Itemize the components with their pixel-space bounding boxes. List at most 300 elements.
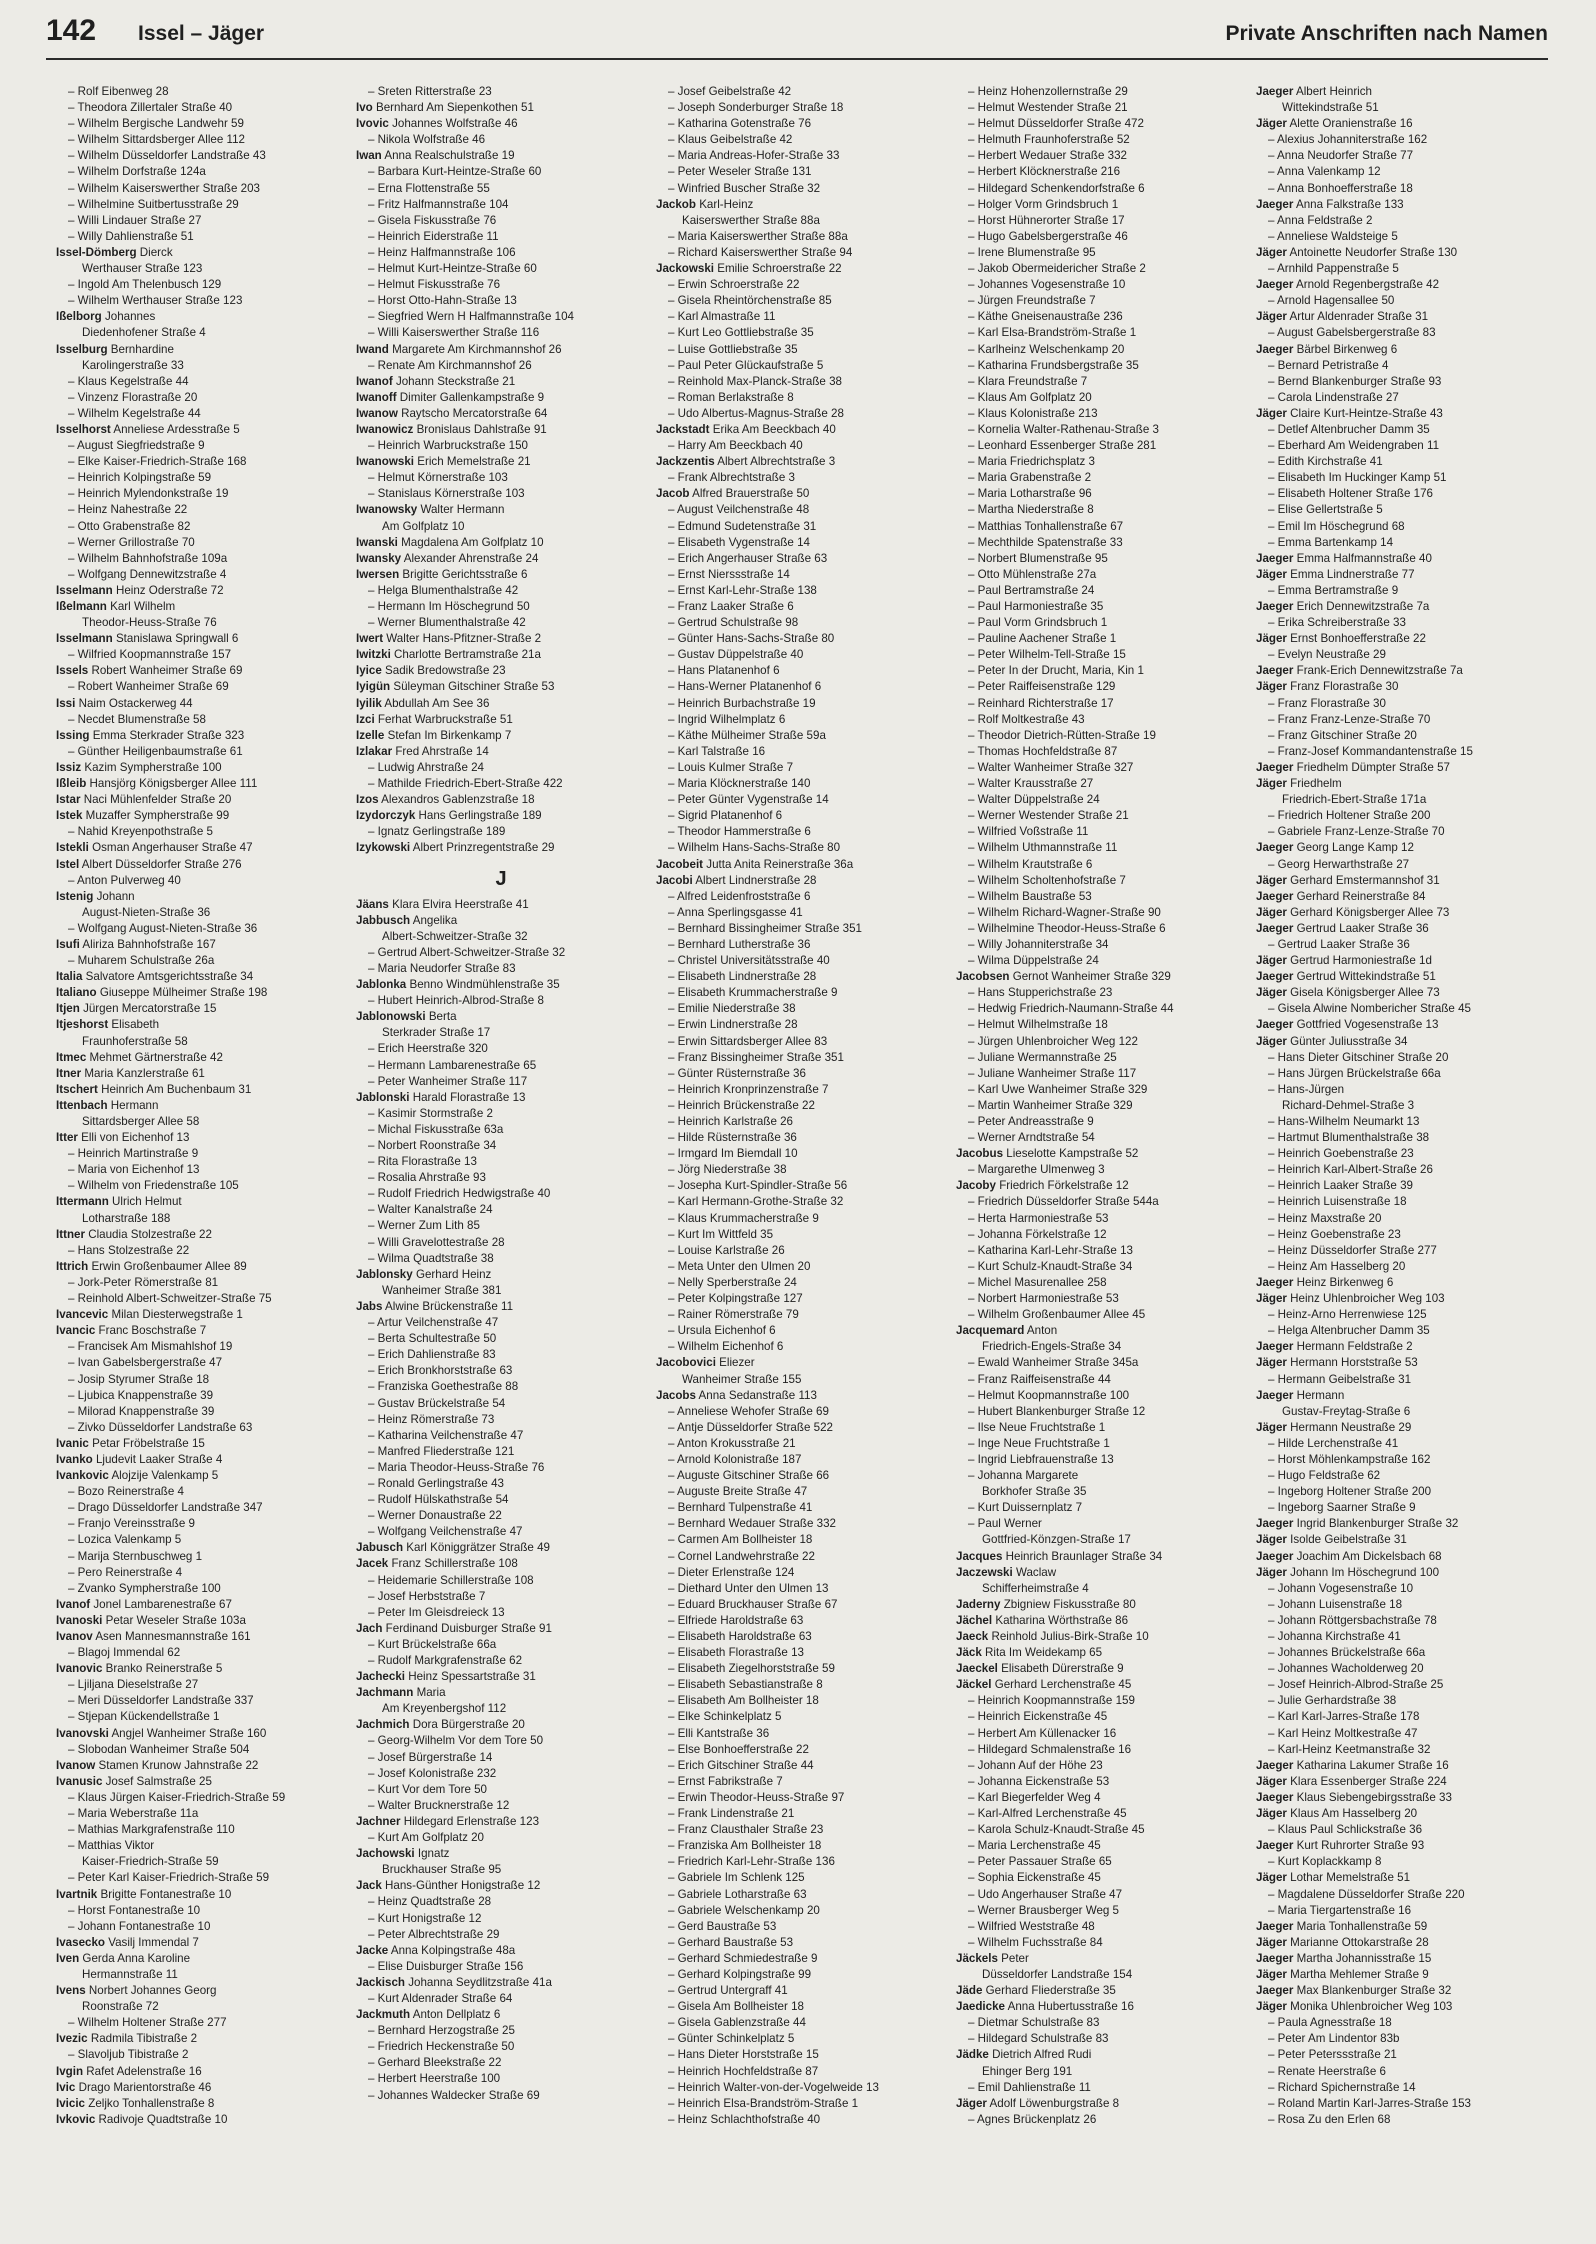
entry-surname: Istar (56, 793, 81, 807)
directory-entry (356, 1814, 646, 1830)
directory-subentry: – Elisabeth Im Huckinger Kamp 51 (1268, 471, 1447, 485)
entry-surname: Jaeck (956, 1630, 989, 1643)
entry-surname: Jacoby (956, 1179, 996, 1193)
directory-subentry: – Josef Herbststraße 7 (368, 1589, 486, 1603)
directory-entry (1256, 1355, 1546, 1371)
directory-subentry: – Heinrich Kolpingstraße 59 (68, 471, 212, 485)
directory-subentry: – Agnes Brückenplatz 26 (968, 2112, 1097, 2126)
directory-subentry: – Gisela Fiskusstraße 76 (368, 213, 497, 227)
directory-subentry: – Hubert Blankenburger Straße 12 (968, 1404, 1146, 1418)
entry-details: Brigitte Gerichtsstraße 6 (399, 567, 528, 581)
directory-subentry: – Erich Gitschiner Straße 44 (668, 1758, 814, 1772)
entry-continuation: Roonstraße 72 (82, 2000, 159, 2014)
entry-details: Angjel Wanheimer Straße 160 (108, 1726, 267, 1740)
directory-entry (356, 390, 646, 406)
directory-entry (56, 1726, 346, 1742)
directory-subentry: – Karl-Heinz Keetmanstraße 32 (1268, 1742, 1431, 1756)
directory-subentry: – Willy Dahlienstraße 51 (68, 229, 194, 243)
entry-continuation: Diedenhofener Straße 4 (82, 326, 206, 340)
entry-details: Anton Dellplatz 6 (410, 2008, 501, 2022)
directory-subentry: – Meta Unter den Ulmen 20 (668, 1259, 811, 1273)
directory-entry (56, 2080, 346, 2096)
directory-subentry: – Karlheinz Welschenkamp 20 (968, 342, 1125, 356)
directory-subentry: – August Veilchenstraße 48 (668, 503, 810, 517)
directory-subentry: – Karl Almastraße 11 (668, 310, 776, 324)
entry-surname: Isselmann (56, 583, 113, 597)
running-head-range: Issel – Jäger (138, 22, 265, 45)
directory-subentry: – Zvanko Sympherstraße 100 (68, 1581, 221, 1595)
directory-entry (356, 913, 646, 929)
directory-entry (56, 2064, 346, 2080)
directory-subentry: – Helga Altenbrucher Damm 35 (1268, 1324, 1430, 1338)
directory-subentry: – Peter Karl Kaiser-Friedrich-Straße 59 (68, 1871, 270, 1885)
directory-subentry: – Hugo Gabelsbergerstraße 46 (968, 229, 1128, 243)
entry-surname: Izlakar (356, 744, 393, 758)
directory-subentry: – Heinz Römerstraße 73 (368, 1412, 495, 1426)
directory-subentry: – Ingold Am Thelenbusch 129 (68, 278, 222, 292)
entry-surname: Istenig (56, 889, 94, 903)
directory-subentry: – Hans-Jürgen (1268, 1082, 1345, 1096)
directory-subentry: – Heinz Nahestraße 22 (68, 503, 188, 517)
directory-subentry: – Evelyn Neustraße 29 (1268, 648, 1386, 662)
directory-subentry: – Wilfried Weststraße 48 (968, 1919, 1095, 1933)
directory-subentry: – Muharem Schulstraße 26a (68, 954, 215, 968)
entry-details: Branko Reinerstraße 5 (102, 1662, 223, 1676)
directory-subentry: – Franz Florastraße 30 (1268, 696, 1386, 710)
directory-subentry: – Klaus Am Golfplatz 20 (968, 390, 1092, 404)
entry-continuation: Albert-Schweitzer-Straße 32 (382, 929, 528, 943)
entry-surname: Jackstadt (656, 422, 710, 436)
directory-subentry: – Johann Auf der Höhe 23 (968, 1758, 1103, 1772)
directory-subentry: – Katharina Veilchenstraße 47 (368, 1428, 524, 1442)
directory-entry (356, 567, 646, 583)
directory-subentry: – Peter Günter Vygenstraße 14 (668, 793, 829, 807)
directory-subentry: – Elisabeth Am Bollheister 18 (668, 1694, 819, 1708)
directory-subentry: – Wilfried Koopmannstraße 157 (68, 648, 232, 662)
directory-subentry: – Helmut Wilhelmstraße 18 (968, 1018, 1108, 1032)
entry-continuation: Hermannstraße 11 (82, 1967, 178, 1981)
directory-subentry: – Elisabeth Ziegelhorststraße 59 (668, 1662, 835, 1676)
entry-continuation: Gustav-Freytag-Straße 6 (1282, 1404, 1411, 1418)
entry-surname: Jaeger (1256, 1018, 1294, 1032)
entry-details: Dimiter Gallenkampstraße 9 (396, 390, 545, 404)
entry-continuation: Wanheimer Straße 381 (382, 1283, 502, 1297)
directory-subentry: – Erwin Theodor-Heuss-Straße 97 (668, 1790, 845, 1804)
directory-subentry: – Richard Spichernstraße 14 (1268, 2080, 1416, 2094)
directory-entry (1256, 953, 1546, 969)
directory-subentry: – Anton Pulverweg 40 (68, 873, 181, 887)
directory-subentry: – Josef Bürgerstraße 14 (368, 1750, 493, 1764)
directory-subentry: – Heinrich Mylendonkstraße 19 (68, 487, 229, 501)
directory-entry (656, 1388, 946, 1404)
directory-subentry: – Paul Vorm Grindsbruch 1 (968, 616, 1108, 630)
entry-surname: Jaeger (1256, 1340, 1294, 1354)
directory-entry (956, 1677, 1246, 1693)
directory-subentry: – Ljiljana Dieselstraße 27 (68, 1678, 199, 1692)
entry-details: Johanna Seydlitzstraße 41a (405, 1975, 552, 1989)
entry-surname: Jäger (1256, 567, 1287, 581)
entry-details: Angelika (410, 913, 458, 927)
directory-subentry: – Johann Luisenstraße 18 (1268, 1597, 1403, 1611)
directory-subentry: – Günter Hans-Sachs-Straße 80 (668, 632, 835, 646)
directory-subentry: – Wilma Quadtstraße 38 (368, 1251, 494, 1265)
entry-details: Alwine Brückenstraße 11 (382, 1299, 514, 1313)
entry-details: Franz Schillerstraße 108 (388, 1557, 518, 1571)
directory-entry (656, 857, 946, 873)
entry-details: Hermann Neustraße 29 (1286, 1420, 1412, 1434)
entry-surname: Ittermann (56, 1195, 109, 1209)
entry-details: Emma Halfmannstraße 40 (1293, 551, 1432, 565)
directory-entry (356, 744, 646, 760)
directory-entry (356, 1267, 646, 1283)
page-header (46, 12, 1548, 60)
directory-entry (1256, 1935, 1546, 1951)
entry-surname: Jacobeit (656, 857, 704, 871)
entry-surname: Jacquemard (956, 1324, 1025, 1338)
entry-surname: Issiz (56, 760, 82, 774)
directory-subentry: – Manfred Fliederstraße 121 (368, 1444, 515, 1458)
directory-subentry: – Francisek Am Mismahlshof 19 (68, 1340, 233, 1354)
entry-surname: Jacobsen (956, 970, 1010, 984)
directory-subentry: – Kurt Leo Gottliebstraße 35 (668, 326, 814, 340)
entry-surname: Iwanowsky (356, 503, 418, 517)
entry-surname: Jäger (1256, 1034, 1287, 1048)
entry-surname: Jäger (1256, 1533, 1287, 1547)
directory-subentry: – Kurt Schulz-Knaudt-Straße 34 (968, 1259, 1133, 1273)
directory-subentry: – Hartmut Blumenthalstraße 38 (1268, 1131, 1430, 1145)
entry-surname: Jaeger (1256, 760, 1294, 774)
directory-subentry: – Wilhelm Sittardsberger Allee 112 (68, 133, 245, 147)
directory-entry (956, 969, 1246, 985)
directory-subentry: – Magdalene Düsseldorfer Straße 220 (1268, 1887, 1465, 1901)
page-number: 142 (46, 14, 97, 47)
entry-details: Erich Dennewitzstraße 7a (1293, 600, 1430, 613)
directory-subentry: – Rudolf Markgrafenstraße 62 (368, 1654, 523, 1667)
entry-details: Ignatz (414, 1847, 450, 1861)
directory-subentry: – Carmen Am Bollheister 18 (668, 1533, 813, 1547)
directory-entry (56, 985, 346, 1001)
directory-subentry: – Norbert Harmoniestraße 53 (968, 1292, 1119, 1306)
entry-continuation: Ehinger Berg 191 (982, 2064, 1073, 2078)
entry-surname: Jaeger (1256, 1275, 1294, 1289)
directory-subentry: – Heinrich Koopmannstraße 159 (968, 1694, 1135, 1708)
directory-entry (1256, 599, 1546, 615)
directory-entry (56, 857, 346, 873)
entry-details: Heinz Spessartstraße 31 (405, 1670, 536, 1684)
directory-subentry: – Gerhard Schmiedestraße 9 (668, 1951, 818, 1965)
directory-subentry: – Karl-Alfred Lerchenstraße 45 (968, 1807, 1127, 1821)
directory-entry (956, 1146, 1246, 1162)
directory-entry (956, 1323, 1246, 1339)
directory-entry (1256, 1999, 1546, 2015)
entry-details: Bronislaus Dahlstraße 91 (413, 422, 547, 436)
directory-subentry: – Nahid Kreyenpothstraße 5 (68, 825, 214, 839)
entry-surname: Jäger (1256, 873, 1287, 887)
directory-subentry: – Jürgen Freundstraße 7 (968, 294, 1096, 308)
directory-subentry: – Maria Andreas-Hofer-Straße 33 (668, 149, 840, 163)
directory-subentry: – Walter Wanheimer Straße 327 (968, 760, 1134, 774)
entry-surname: Jackowski (656, 262, 715, 276)
entry-details: Walter Hans-Pfitzner-Straße 2 (383, 632, 542, 646)
directory-subentry: – Hilde Rüsternstraße 36 (668, 1131, 797, 1145)
directory-entry (356, 1975, 646, 1991)
directory-subentry: – Renate Heerstraße 6 (1268, 2064, 1386, 2078)
directory-subentry: – Horst Hühnerorter Straße 17 (968, 213, 1125, 227)
entry-surname: Istek (56, 809, 83, 823)
entry-continuation: Richard-Dehmel-Straße 3 (1282, 1098, 1415, 1112)
directory-entry (56, 583, 346, 599)
entry-details: Dierck (136, 245, 173, 259)
directory-subentry: – Günther Heiligenbaumstraße 61 (68, 744, 243, 758)
entry-details: Erika Am Beeckbach 40 (709, 422, 836, 436)
directory-subentry: – Hermann Im Höschegrund 50 (368, 600, 530, 613)
entry-surname: Jaeger (1256, 921, 1294, 935)
entry-continuation: August-Nieten-Straße 36 (82, 905, 211, 919)
directory-subentry: – Christel Universitätsstraße 40 (668, 954, 830, 968)
entry-surname: Jäger (1256, 954, 1287, 968)
entry-details: Monika Uhlenbroicher Weg 103 (1286, 2000, 1453, 2014)
entry-details: Rafet Adelenstraße 16 (83, 2064, 202, 2078)
entry-surname: Jacques (956, 1549, 1003, 1563)
directory-subentry: – Auguste Gitschiner Straße 66 (668, 1469, 830, 1483)
directory-subentry: – Klaus Jürgen Kaiser-Friedrich-Straße 59 (68, 1790, 286, 1804)
entry-details: Radmila Tibistraße 2 (87, 2032, 198, 2046)
directory-subentry: – Anneliese Wehofer Straße 69 (668, 1404, 829, 1418)
directory-subentry: – Erich Angerhauser Straße 63 (668, 551, 828, 565)
entry-surname: Itter (56, 1131, 78, 1145)
directory-subentry: – Emma Bertramstraße 9 (1268, 583, 1399, 597)
directory-entry (656, 454, 946, 470)
directory-subentry: – Elisabeth Holtener Straße 176 (1268, 487, 1433, 501)
directory-entry (56, 1066, 346, 1082)
entry-details: Fred Ahrstraße 14 (392, 744, 489, 758)
directory-subentry: – Frank Lindenstraße 21 (668, 1807, 795, 1821)
directory-subentry: – Klaus Geibelstraße 42 (668, 133, 793, 147)
directory-entry (56, 728, 346, 744)
directory-subentry: – Heinrich Kronprinzenstraße 7 (668, 1082, 829, 1096)
directory-entry (1256, 1549, 1546, 1565)
entry-surname: Jachmich (356, 1718, 410, 1732)
directory-subentry: – Sophia Eickenstraße 45 (968, 1871, 1101, 1885)
directory-subentry: – Theodor Dietrich-Rütten-Straße 19 (968, 728, 1156, 742)
directory-subentry: – Ljubica Knappenstraße 39 (68, 1388, 214, 1402)
entry-surname: Jäger (1256, 1420, 1287, 1434)
entry-surname: Iwanski (356, 535, 398, 549)
directory-subentry: – Heinrich Brückenstraße 22 (668, 1098, 815, 1112)
directory-subentry: – Peter In der Drucht, Maria, Kin 1 (968, 664, 1144, 678)
directory-subentry: – Helmut Fiskusstraße 76 (368, 278, 501, 292)
directory-subentry: – Helmut Körnerstraße 103 (368, 471, 508, 485)
directory-subentry: – Friedrich Heckenstraße 50 (368, 2040, 515, 2054)
entry-surname: Ivanovic (56, 1662, 103, 1676)
entry-surname: Jaderny (956, 1597, 1001, 1611)
directory-entry (1256, 1951, 1546, 1967)
entry-details: Süleyman Gitschiner Straße 53 (390, 680, 555, 694)
directory-subentry: – August Siegfriedstraße 9 (68, 439, 205, 453)
directory-subentry: – Carola Lindenstraße 27 (1268, 390, 1399, 404)
directory-subentry: – Peter Raiffeisenstraße 129 (968, 680, 1116, 694)
entry-details: Ljudevit Laaker Straße 4 (92, 1452, 223, 1466)
entry-surname: Jaeger (1256, 85, 1294, 98)
directory-subentry: – Dietmar Schulstraße 83 (968, 2016, 1100, 2030)
directory-subentry: – Heinrich Karl-Albert-Straße 26 (1268, 1163, 1433, 1177)
directory-subentry: – Maria Klöcknerstraße 140 (668, 777, 811, 791)
entry-details: Johannes (101, 310, 156, 324)
entry-surname: Jaedicke (956, 2000, 1005, 2014)
directory-entry (956, 1951, 1246, 1967)
entry-details: Adolf Löwenburgstraße 8 (986, 2096, 1120, 2110)
entry-surname: Jaeger (1256, 1790, 1294, 1804)
directory-entry (56, 1307, 346, 1323)
entry-details: Alette Oranienstraße 16 (1286, 117, 1413, 131)
directory-subentry: – Maria Kaiserswerther Straße 88a (668, 229, 848, 243)
entry-surname: Jachecki (356, 1670, 405, 1684)
directory-subentry: – Detlef Altenbrucher Damm 35 (1268, 422, 1430, 436)
directory-subentry: – Jürgen Uhlenbroicher Weg 122 (968, 1034, 1138, 1048)
directory-subentry: – Helmut Koopmannstraße 100 (968, 1388, 1130, 1402)
entry-surname: Jäger (956, 2096, 987, 2110)
entry-details: Erich Memelstraße 21 (414, 455, 531, 469)
directory-entry (956, 1613, 1246, 1629)
directory-subentry: – Johann Vogesenstraße 10 (1268, 1581, 1414, 1595)
entry-details: Emma Sterkrader Straße 323 (89, 728, 245, 742)
entry-surname: Jacobi (656, 873, 693, 887)
directory-subentry: – Horst Otto-Hahn-Straße 13 (368, 294, 517, 308)
entry-continuation: Theodor-Heuss-Straße 76 (82, 616, 217, 630)
entry-surname: Jacobus (956, 1147, 1004, 1161)
directory-entry (1256, 309, 1546, 325)
entry-surname: Jabbusch (356, 913, 411, 927)
entry-surname: Issels (56, 664, 89, 678)
directory-entry (1256, 760, 1546, 776)
directory-subentry: – Maria Weberstraße 11a (68, 1807, 199, 1821)
entry-surname: Jaeger (1256, 970, 1294, 984)
directory-subentry: – Peter Peterssstraße 21 (1268, 2048, 1397, 2062)
directory-entry (956, 1565, 1246, 1581)
directory-entry (1256, 873, 1546, 889)
directory-subentry: – Hans Platanenhof 6 (668, 664, 780, 678)
directory-subentry: – Herbert Am Küllenacker 16 (968, 1726, 1117, 1740)
directory-subentry: – Ingrid Liebfrauenstraße 13 (968, 1452, 1114, 1466)
entry-details: Rita Im Weidekamp 65 (981, 1646, 1103, 1660)
directory-subentry: – Leonhard Essenberger Straße 281 (968, 439, 1157, 453)
directory-subentry: – Pero Reinerstraße 4 (68, 1565, 183, 1579)
entry-surname: Ißleib (56, 777, 87, 791)
entry-surname: Ißelmann (56, 600, 107, 613)
entry-surname: Jäger (1256, 117, 1287, 131)
entry-details: Bernhard Am Siepenkothen 51 (372, 101, 534, 115)
directory-entry (1256, 1870, 1546, 1886)
directory-subentry: – Erwin Sittardsberger Allee 83 (668, 1034, 828, 1048)
directory-subentry: – Wilfried Voßstraße 11 (968, 825, 1089, 839)
directory-subentry: – Norbert Blumenstraße 95 (968, 551, 1108, 565)
entry-details: Peter (997, 1951, 1029, 1965)
entry-continuation: Schifferheimstraße 4 (982, 1581, 1089, 1595)
directory-entry (656, 873, 946, 889)
directory-subentry: – Rosa Zu den Erlen 68 (1268, 2112, 1391, 2126)
directory-subentry: – Peter Kolpingstraße 127 (668, 1292, 803, 1306)
entry-details: Friedhelm Dümpter Straße 57 (1293, 760, 1450, 774)
directory-subentry: – Rita Florastraße 13 (368, 1155, 477, 1169)
directory-subentry: – Gerhard Kolpingstraße 99 (668, 1967, 812, 1981)
directory-subentry: – Gisela Am Bollheister 18 (668, 2000, 804, 2014)
directory-subentry: – Werner Westender Straße 21 (968, 809, 1129, 823)
directory-entry (1256, 1983, 1546, 1999)
directory-subentry: – Michal Fiskusstraße 63a (368, 1122, 504, 1136)
directory-subentry: – Diethard Unter den Ulmen 13 (668, 1581, 829, 1595)
directory-subentry: – Paul Peter Glückaufstraße 5 (668, 358, 824, 372)
directory-subentry: – Josef Kolonistraße 232 (368, 1766, 497, 1780)
directory-subentry: – Helmut Düsseldorfer Straße 472 (968, 117, 1144, 131)
directory-entry (56, 889, 346, 905)
entry-details: Salvatore Amtsgerichtsstraße 34 (82, 970, 254, 984)
directory-subentry: – Heinz-Arno Herrenwiese 125 (1268, 1308, 1427, 1322)
entry-surname: Issing (56, 728, 90, 742)
directory-subentry: – Rainer Römerstraße 79 (668, 1308, 799, 1322)
directory-entry (56, 1774, 346, 1790)
entry-surname: Isselburg (56, 342, 108, 356)
entry-surname: Issi (56, 696, 76, 710)
directory-subentry: – Alfred Leidenfroststraße 6 (668, 889, 811, 903)
directory-subentry: – Cornel Landwehrstraße 22 (668, 1549, 815, 1563)
directory-subentry: – Stanislaus Körnerstraße 103 (368, 487, 525, 501)
directory-entry (56, 1227, 346, 1243)
entry-details: Robert Wanheimer Straße 69 (88, 664, 243, 678)
entry-surname: Ivanusic (56, 1774, 103, 1788)
directory-subentry: – Kurt Am Golfplatz 20 (368, 1831, 484, 1845)
entry-details: Martha Mehlemer Straße 9 (1286, 1967, 1429, 1981)
entry-details: Naim Ostackerweg 44 (75, 696, 193, 710)
directory-entry (1256, 197, 1546, 213)
entry-details: Klara Elvira Heerstraße 41 (388, 897, 529, 911)
directory-subentry: – Anna Neudorfer Straße 77 (1268, 149, 1414, 163)
directory-subentry: – Peter Im Gleisdreieck 13 (368, 1605, 505, 1619)
entry-details: Josef Salmstraße 25 (102, 1774, 212, 1788)
directory-entry (1256, 969, 1546, 985)
directory-entry (1256, 245, 1546, 261)
entry-details: Ernst Bonhoefferstraße 22 (1286, 632, 1426, 646)
entry-surname: Ivo (356, 101, 373, 115)
directory-entry (356, 535, 646, 551)
entry-details: Gerhard Lerchenstraße 45 (991, 1678, 1132, 1692)
entry-continuation: Wanheimer Straße 155 (682, 1372, 802, 1386)
directory-entry (656, 422, 946, 438)
entry-details: Heinz Uhlenbroicher Weg 103 (1286, 1292, 1445, 1306)
entry-surname: Iwert (356, 632, 384, 646)
entry-surname: Jaeger (1256, 1984, 1294, 1998)
directory-subentry: – Werner Zum Lith 85 (368, 1219, 480, 1233)
entry-surname: Iwan (356, 149, 382, 163)
entry-details: Asen Mannesmannstraße 161 (92, 1630, 251, 1643)
directory-entry (56, 969, 346, 985)
entry-details: Aliriza Bahnhofstraße 167 (79, 937, 216, 951)
entry-details: Anna Realschulstraße 19 (381, 149, 515, 163)
directory-subentry: – Johannes Waldecker Straße 69 (368, 2088, 540, 2102)
directory-subentry: – Erwin Schroerstraße 22 (668, 278, 800, 292)
directory-entry (356, 808, 646, 824)
directory-entry (356, 1685, 646, 1701)
directory-subentry: – Johanna Margarete (968, 1469, 1079, 1483)
directory-subentry: – Gertrud Albert-Schweitzer-Straße 32 (368, 945, 566, 959)
directory-subentry: – Rudolf Friedrich Hedwigstraße 40 (368, 1187, 551, 1201)
directory-subentry: – Theodor Hammerstraße 6 (668, 825, 811, 839)
entry-surname: Jablonski (356, 1090, 410, 1104)
entry-details: Radivoje Quadtstraße 10 (95, 2112, 228, 2126)
directory-subentry: – Louis Kulmer Straße 7 (668, 760, 794, 774)
entry-details: Charlotte Bertramstraße 21a (390, 648, 541, 662)
directory-subentry: – Maria von Eichenhof 13 (68, 1163, 200, 1177)
entry-surname: Ivgin (56, 2064, 84, 2078)
